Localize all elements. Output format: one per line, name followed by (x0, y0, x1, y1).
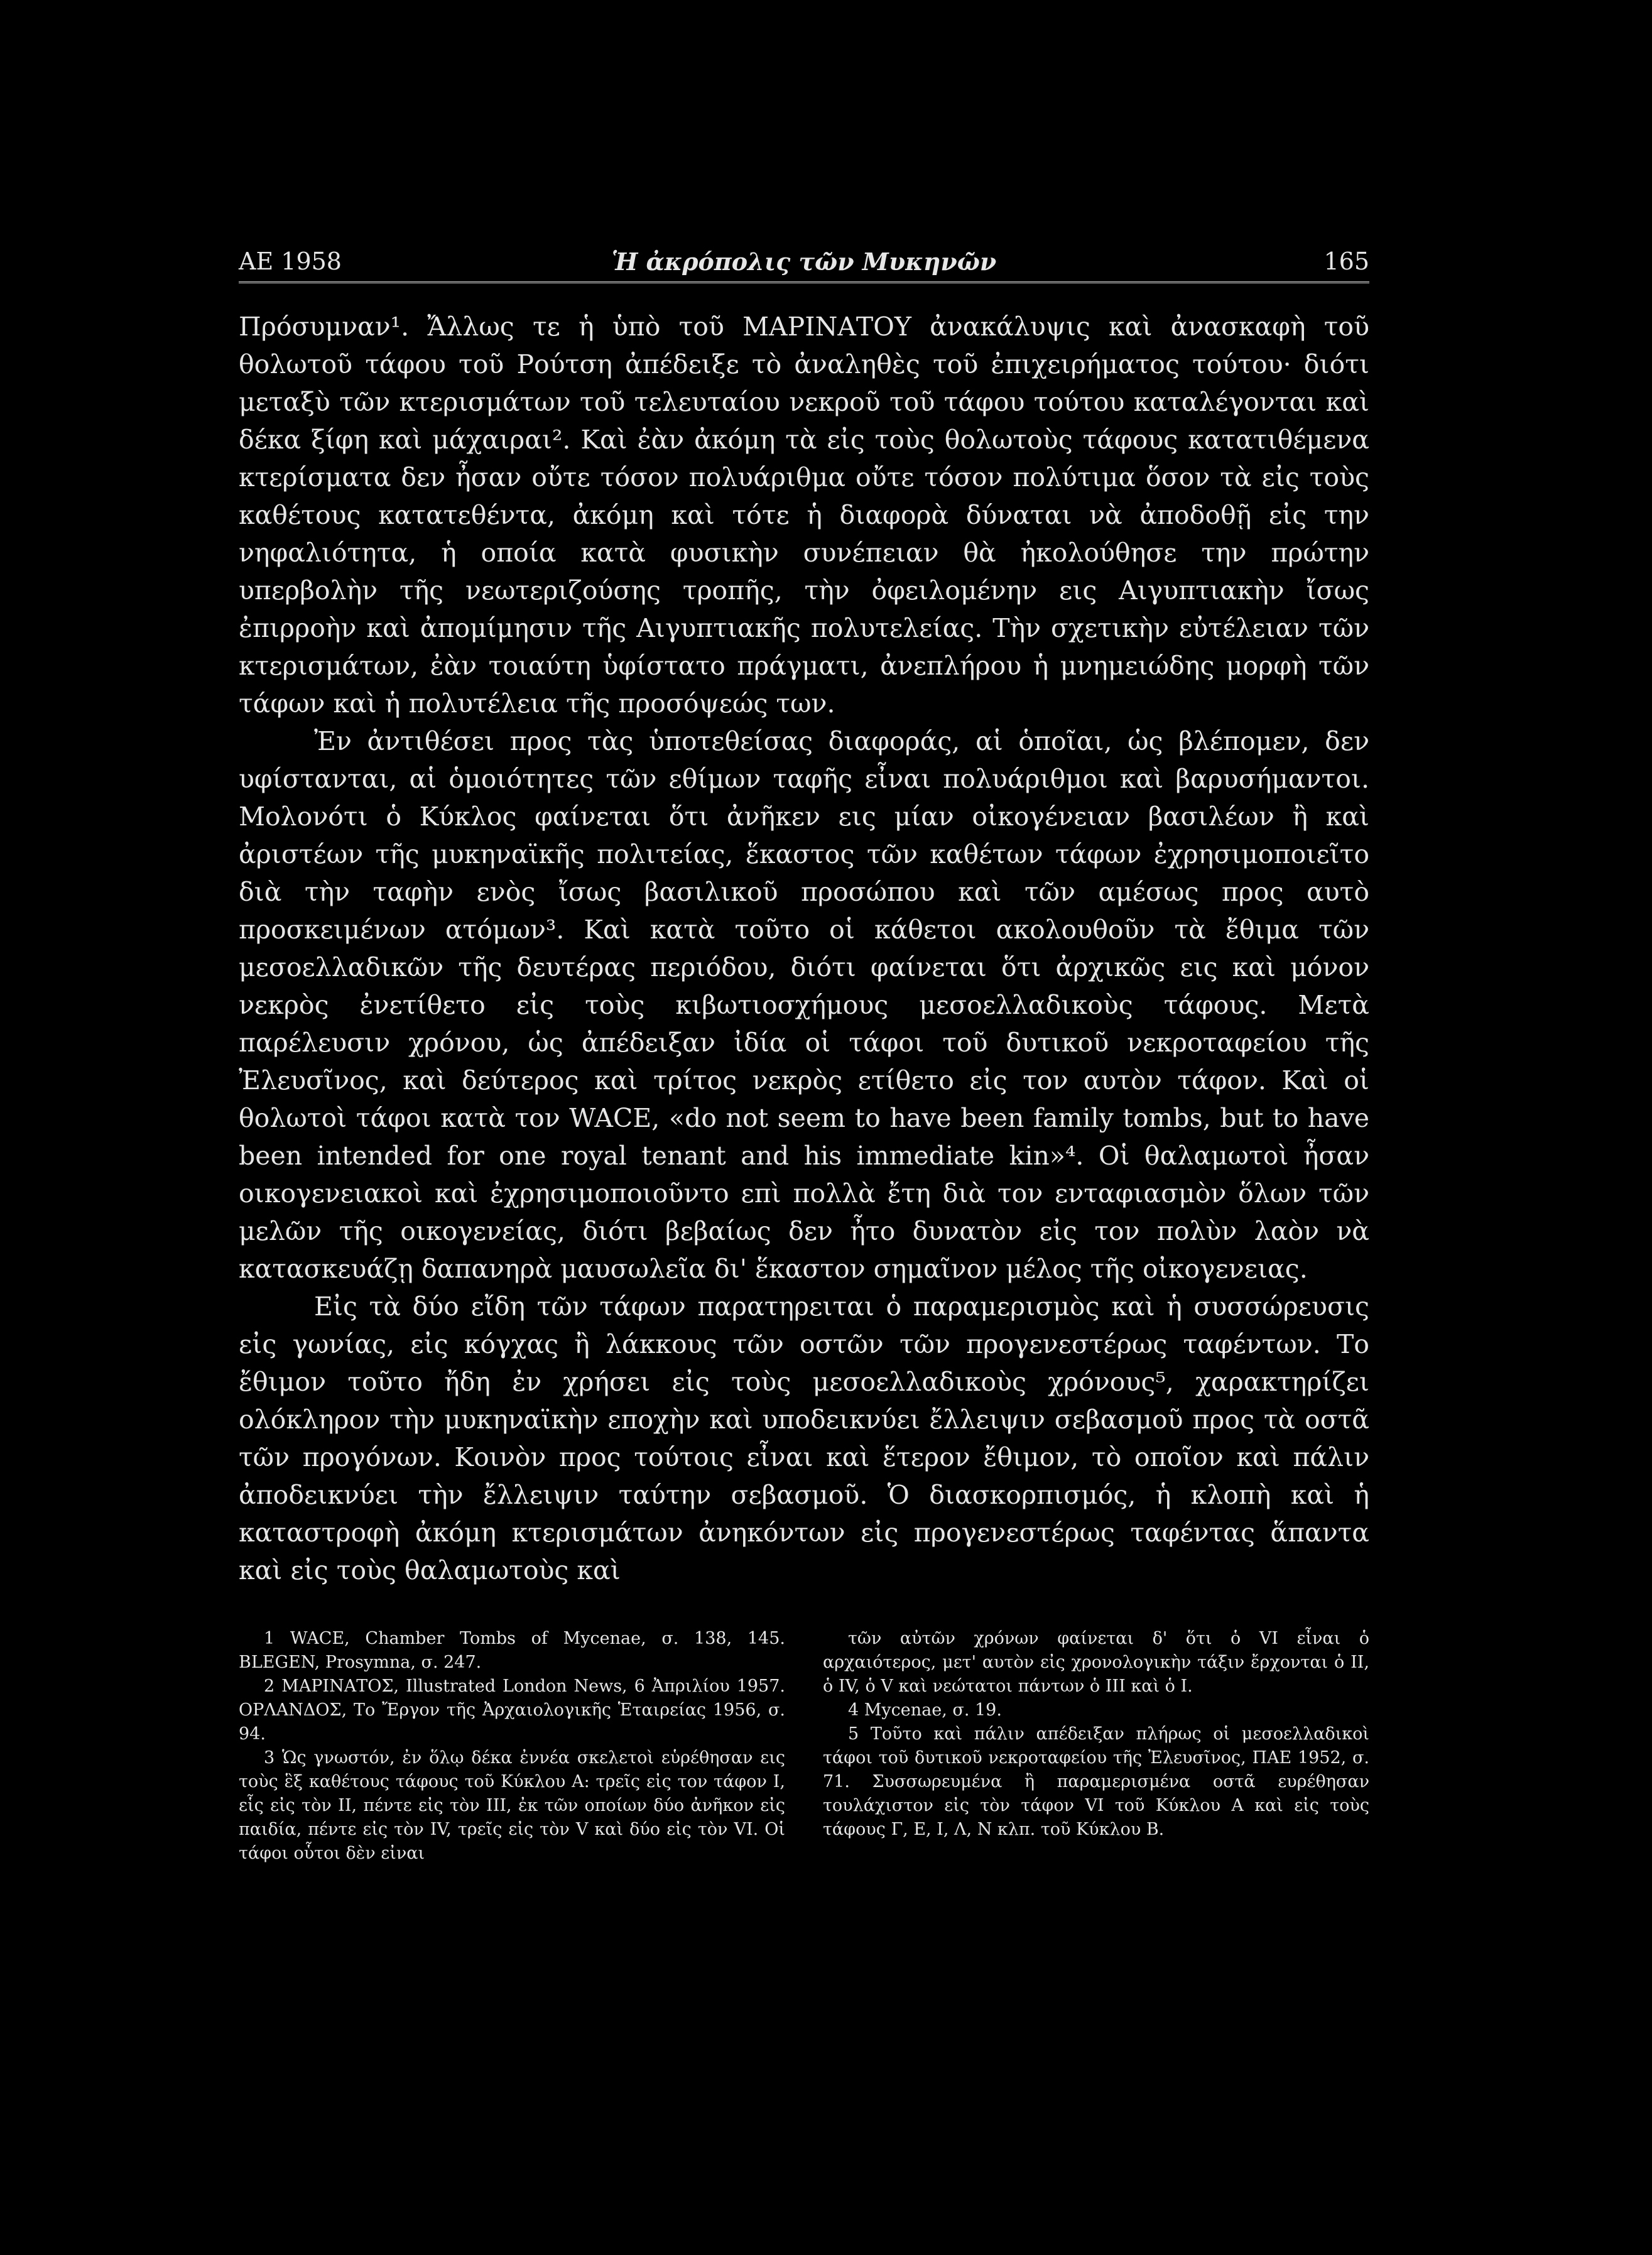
footnotes (239, 1627, 1369, 1866)
footnote-5: 5 Τοῦτο καὶ πάλιν απέδειξαν πλήρως οἱ μεσοελλαδικοὶ τάφοι τοῦ δυτικοῦ νεκροταφείου τῆς Ἐλευσῖνος, ΠΑΕ 1952, σ. 71. Συσσωρευμένα ἢ παραμερισμένα οστᾶ ευρέθησαν τουλάχιστον εἰς τὸν τάφον VI τοῦ Κύκλου Α καὶ εἰς τοὺς τάφους Γ, Ε, Ι, Λ, Ν κλπ. τοῦ Κύκλου Β. (823, 1724, 1369, 1839)
paragraph-3: Εἰς τὰ δύο εἴδη τῶν τάφων παρατηρειται ὁ παραμερισμὸς καὶ ἡ συσσώρευσις εἰς γωνίας, εἰς κόγχας ἢ λάκκους τῶν οστῶν τῶν προγενεστέρως ταφέντων. Το ἔθιμον τοῦτο ἤδη ἐν χρήσει εἰς τοὺς μεσοελλαδικοὺς χρόνους⁵, χαρακτηρίζει ολόκληρον τὴν μυκηναϊκὴν εποχὴν καὶ υποδεικνύει ἔλλειψιν σεβασμοῦ προς τὰ οστᾶ τῶν προγόνων. Κοινὸν προς τούτοις εἶναι καὶ ἕτερον ἔθιμον, τὸ οποῖον καὶ πάλιν ἀποδεικνύει τὴν ἔλλειψιν ταύτην σεβασμοῦ. Ὁ διασκορπισμός, ἡ κλοπὴ καὶ ἡ καταστροφὴ ἀκόμη κτερισμάτων ἀνηκόντων εἰς προγενεστέρως ταφέντας ἅπαντα καὶ εἰς τοὺς θαλαμωτοὺς καὶ (239, 1291, 1369, 1585)
footnotes-right-column (823, 1627, 1369, 1866)
page-number: 165 (1323, 247, 1369, 275)
footnote-1: 1 WACE, Chamber Tombs of Mycenae, σ. 138, 145. BLEGEN, Prosymna, σ. 247. (239, 1629, 785, 1672)
page (239, 0, 1369, 2255)
running-head (239, 244, 1369, 283)
footnote-3: 3 Ὡς γνωστόν, ἐν ὅλῳ δέκα ἐννέα σκελετοὶ εὑρέθησαν εις τοὺς ἓξ καθέτους τάφους τοῦ Κύκλου Α: τρεῖς εἰς τον τάφον Ι, εἷς εἰς τὸν ΙΙ, πέντε εἰς τὸν ΙΙΙ, ἐκ τῶν οποίων δύο ἀνῆκον εἰς παιδία, πέντε εἰς τὸν IV, τρεῖς εἰς τὸν V καὶ δύο εἰς τὸν VI. Οἱ τάφοι οὗτοι δὲν εἰναι (239, 1748, 785, 1863)
paragraph-1: Πρόσυμναν¹. Ἄλλως τε ἡ ὑπὸ τοῦ ΜΑΡΙΝΑΤΟΥ ἀνακάλυψις καὶ ἀνασκαφὴ τοῦ θολωτοῦ τάφου τοῦ Ρούτση ἀπέδειξε τὸ ἀναληθὲς τοῦ ἐπιχειρήματος τούτου· διότι μεταξὺ τῶν κτερισμάτων τοῦ τελευταίου νεκροῦ τοῦ τάφου τούτου καταλέγονται καὶ δέκα ξίφη καὶ μάχαιραι². Καὶ ἐὰν ἀκόμη τὰ εἰς τοὺς θολωτοὺς τάφους κατατιθέμενα κτερίσματα δεν ἦσαν οὔτε τόσον πολυάριθμα οὔτε τόσον πολύτιμα ὅσον τὰ εἰς τοὺς καθέτους κατατεθέντα, ἀκόμη καὶ τότε ἡ διαφορὰ δύναται νὰ ἀποδοθῇ εἰς την νηφαλιότητα, ἡ οποία κατὰ φυσικὴν συνέπειαν θὰ ἠκολούθησε την πρώτην υπερβολὴν τῆς νεωτεριζούσης τροπῆς, τὴν ὀφειλομένην εις Αιγυπτιακὴν ἴσως ἐπιρροὴν καὶ ἀπομίμησιν τῆς Αιγυπτιακῆς πολυτελείας. Τὴν σχετικὴν εὐτέλειαν τῶν κτερισμάτων, ἐὰν τοιαύτη ὑφίστατο πράγματι, ἀνεπλήρου ἡ μνημειώδης μορφὴ τῶν τάφων καὶ ἡ πολυτέλεια τῆς προσόψεώς των. (239, 312, 1369, 719)
footnote-4: 4 Mycenae, σ. 19. (848, 1700, 1002, 1720)
footnote-3-continued: τῶν αὐτῶν χρόνων φαίνεται δ' ὅτι ὁ VI εἶναι ὁ αρχαιότερος, μετ' αυτὸν εἰς χρονολογικὴν τάξιν ἔρχονται ὁ ΙΙ, ὁ IV, ὁ V καὶ νεώτατοι πάντων ὁ ΙΙΙ καὶ ὁ Ι. (823, 1629, 1369, 1696)
body-text (239, 308, 1369, 1589)
paragraph-2: Ἐν ἀντιθέσει προς τὰς ὑποτεθείσας διαφοράς, αἱ ὁποῖαι, ὡς βλέπομεν, δεν υφίστανται, αἱ ὁμοιότητες τῶν εθίμων ταφῆς εἶναι πολυάριθμοι καὶ βαρυσήμαντοι. Μολονότι ὁ Κύκλος φαίνεται ὅτι ἀνῆκεν εις μίαν οἰκογένειαν βασιλέων ἢ καὶ ἀριστέων τῆς μυκηναϊκῆς πολιτείας, ἕκαστος τῶν καθέτων τάφων ἐχρησιμοποιεῖτο διὰ τὴν ταφὴν ενὸς ἴσως βασιλικοῦ προσώπου καὶ τῶν αμέσως προς αυτὸ προσκειμένων ατόμων³. Καὶ κατὰ τοῦτο οἱ κάθετοι ακολουθοῦν τὰ ἔθιμα τῶν μεσοελλαδικῶν τῆς δευτέρας περιόδου, διότι φαίνεται ὅτι ἀρχικῶς εις καὶ μόνον νεκρὸς ἐνετίθετο εἰς τοὺς κιβωτιοσχήμους μεσοελλαδικοὺς τάφους. Μετὰ παρέλευσιν χρόνου, ὡς ἀπέδειξαν ἰδία οἱ τάφοι τοῦ δυτικοῦ νεκροταφείου τῆς Ἐλευσῖνος, καὶ δεύτερος καὶ τρίτος νεκρὸς ετίθετο εἰς τον αυτὸν τάφον. Καὶ οἱ θολωτοὶ τάφοι κατὰ τον WACE, «do not seem to have been family tombs, but to have been intended for one royal tenant and his immediate kin»⁴. Οἱ θαλαμωτοὶ ἦσαν οικογενειακοὶ καὶ ἐχρησιμοποιοῦντο επὶ πολλὰ ἔτη διὰ τον ενταφιασμὸν ὅλων τῶν μελῶν τῆς οικογενείας, διότι βεβαίως δεν ἦτο δυνατὸν εἰς τον πολὺν λαὸν νὰ κατασκευάζῃ δαπανηρὰ μαυσωλεῖα δι' ἕκαστον σημαῖνον μέλος τῆς οἰκογενειας. (239, 726, 1369, 1284)
journal-year: ΑΕ 1958 (239, 247, 342, 275)
footnote-2: 2 ΜΑΡΙΝΑΤΟΣ, Illustrated London News, 6 Ἀπριλίου 1957. ΟΡΛΑΝΔΟΣ, Το Ἔργον τῆς Ἀρχαιολογικῆς Ἑταιρείας 1956, σ. 94. (239, 1676, 785, 1744)
footnotes-left-column (239, 1627, 785, 1866)
running-title: Ἡ ἀκρόπολις τῶν Μυκηνῶν (611, 247, 997, 276)
